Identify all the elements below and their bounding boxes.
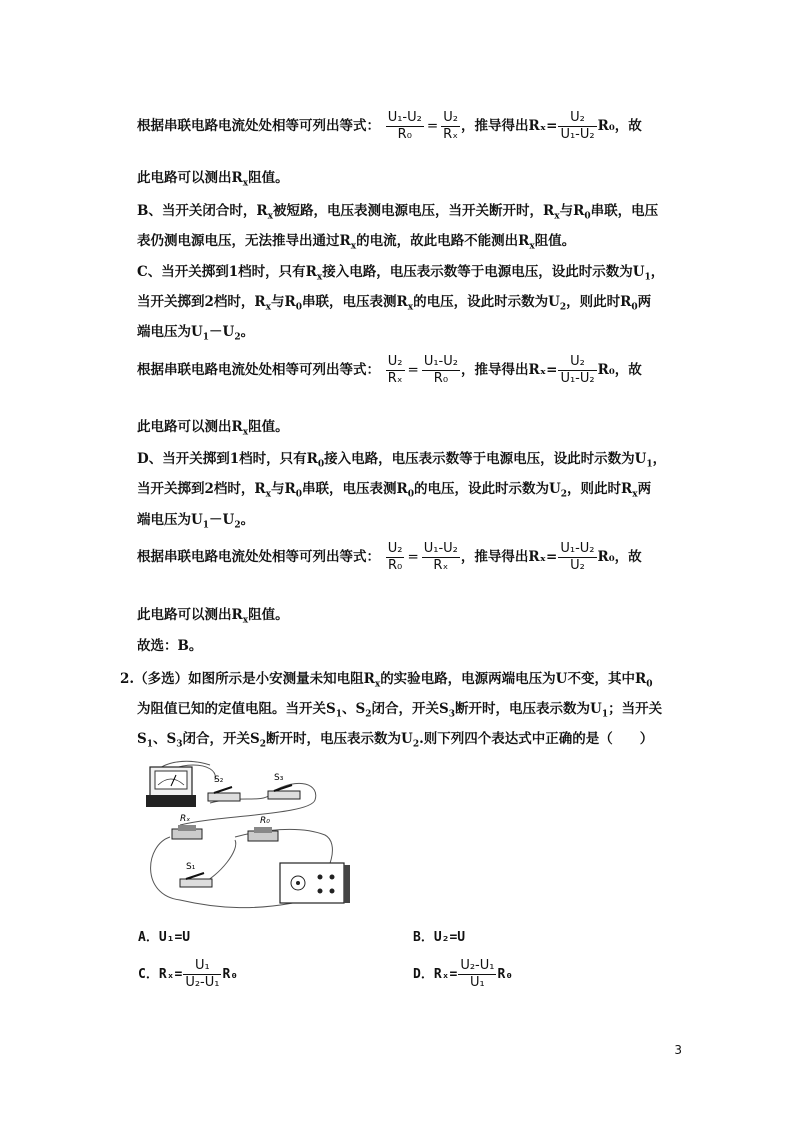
fraction: $\frac{\text{U₁-U₂}}{\text{R₀}}$ — [387, 110, 422, 142]
circuit-figure — [140, 755, 362, 912]
text-line: B、当开关闭合时，$R_x$被短路，电压表测电源电压，当开关断开时，$R_x$与$R_0$串联，电压 — [137, 203, 659, 222]
label-r0: R₀ — [260, 816, 270, 826]
text-line: 此电路可以测出$R_x$阻值。 — [137, 607, 289, 626]
resistor-r0-icon — [248, 816, 278, 841]
text-line: 此电路可以测出$R_x$阻值。 — [137, 419, 289, 438]
text-line: C、当开关掷到1档时，只有$R_x$接入电路，电压表示数等于电源电压，设此时示数为$U_1$， — [137, 264, 665, 283]
equation-line-3: 根据串联电路电流处处相等可列出等式： $\frac{\text{U₂}}{\text{R₀}}$ = $\frac{\text{U₁-U₂}}{\text{Rₓ}}$ ，推导得出Rₓ= $\frac{\text{U₁-U₂}}{\text{U₂}}$ R₀，故 — [137, 541, 642, 573]
option-c[interactable]: C．Rₓ= $\frac{\text{U₁}}{\text{U₂-U₁}}$ R₀ — [138, 958, 239, 990]
fraction: $\frac{\text{U₂}}{\text{U₁-U₂}}$ — [560, 110, 595, 142]
switch-s1-icon — [180, 862, 212, 887]
question-line: $S_1$、$S_3$闭合，开关$S_2$断开时，电压表示数为$U_2$.则下列四个表达式中正确的是（ ） — [137, 731, 654, 750]
power-supply-icon — [280, 863, 350, 903]
page-number: 3 — [674, 1043, 682, 1057]
wire — [200, 840, 236, 885]
label-s1: S₁ — [186, 862, 196, 872]
text-line: 当开关掷到2档时，$R_x$与$R_0$串联，电压表测$R_0$的电压，设此时示数为$U_2$，则此时$R_x$两 — [137, 481, 652, 500]
text-line: 端电压为$U_1-U_2$。 — [137, 512, 255, 531]
equation-line-1: 根据串联电路电流处处相等可列出等式： $\frac{\text{U₁-U₂}}{\text{R₀}}$ = $\frac{\text{U₂}}{\text{Rₓ}}$ ，推导得出Rₓ= $\frac{\text{U₂}}{\text{U₁-U₂}}$ R₀，故 — [137, 110, 642, 142]
equation-line-2: 根据串联电路电流处处相等可列出等式： $\frac{\text{U₂}}{\text{Rₓ}}$ = $\frac{\text{U₁-U₂}}{\text{R₀}}$ ，推导得出Rₓ= $\frac{\text{U₂}}{\text{U₁-U₂}}$ R₀，故 — [137, 354, 642, 386]
text-line: 当开关掷到2档时，$R_x$与$R_0$串联，电压表测$R_x$的电压，设此时示数为$U_2$，则此时$R_0$两 — [137, 294, 652, 313]
text: 根据串联电路电流处处相等可列出等式： — [137, 118, 380, 134]
question-line: 为阻值已知的定值电阻。当开关$S_1$、$S_2$闭合，开关$S_3$断开时，电压表示数为$U_1$；当开关 — [137, 701, 663, 720]
resistor-rx-icon — [172, 814, 202, 839]
fraction: $\frac{\text{U₂}}{\text{Rₓ}}$ — [443, 110, 458, 142]
option-a[interactable]: A．U₁=U — [138, 930, 191, 945]
label-rx: Rₓ — [180, 814, 191, 824]
option-d[interactable]: D．Rₓ= $\frac{\text{U₂-U₁}}{\text{U₁}}$ R₀ — [413, 958, 514, 990]
wire — [180, 783, 316, 825]
text-line: D、当开关掷到1档时，只有$R_0$接入电路，电压表示数等于电源电压，设此时示数为$U_1$， — [137, 451, 667, 470]
label-s2: S₂ — [214, 775, 224, 785]
option-b[interactable]: B．U₂=U — [413, 930, 466, 945]
switch-s2-icon — [208, 775, 240, 801]
text-line: 端电压为$U_1-U_2$。 — [137, 324, 255, 343]
text-line: 此电路可以测出$R_x$阻值。 — [137, 170, 289, 189]
question-line: 2.（多选）如图所示是小安测量未知电阻$R_x$的实验电路，电源两端电压为U不变，其中$R_0$ — [120, 671, 653, 690]
answer-line: 故选：B。 — [137, 638, 203, 654]
text-line: 表仍测电源电压，无法推导出通过$R_x$的电流，故此电路不能测出$R_x$阻值。 — [137, 233, 576, 252]
label-s3: S₃ — [274, 773, 284, 783]
voltmeter-icon — [146, 767, 196, 807]
